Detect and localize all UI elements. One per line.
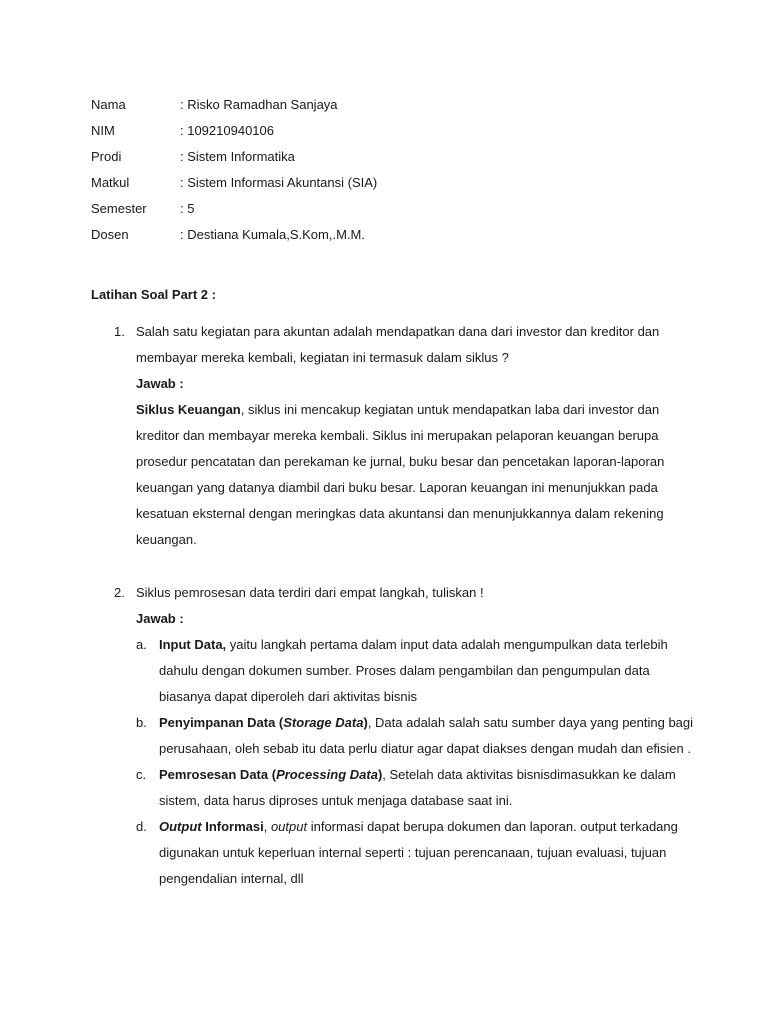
list-marker: d. — [136, 819, 147, 834]
question-number: 1. — [114, 324, 125, 339]
item-text: sistem, data harus diproses untuk menjaga database saat ini. — [159, 793, 513, 808]
item-term: Penyimpanan Data (Storage Data) — [159, 715, 368, 730]
info-row-semester — [91, 196, 377, 222]
list-marker: c. — [136, 767, 147, 782]
list-marker: b. — [136, 715, 147, 730]
item-text: dahulu dengan dokumen sumber. Proses dalam pengambilan dan pengumpulan data — [159, 663, 650, 678]
info-row-nama — [91, 92, 377, 118]
question-text: Salah satu kegiatan para akuntan adalah mendapatkan dana dari investor dan kreditor dan — [136, 324, 660, 339]
list-item-b — [136, 710, 694, 736]
info-row-matkul — [91, 170, 377, 196]
item-text: , Setelah data aktivitas bisnisdimasukkan ke dalam — [382, 767, 676, 782]
info-value: : Sistem Informasi Akuntansi (SIA) — [180, 175, 378, 190]
info-label: Nama — [91, 97, 126, 112]
question-1 — [114, 319, 674, 553]
question-2 — [114, 580, 694, 892]
answer-text: keuangan. — [136, 532, 197, 547]
list-marker: a. — [136, 637, 147, 652]
question-number: 2. — [114, 585, 125, 600]
item-text: pengendalian internal, dll — [159, 871, 304, 886]
info-label: Matkul — [91, 175, 130, 190]
answer-label: Jawab : — [136, 611, 184, 626]
info-value: : 109210940106 — [180, 123, 274, 138]
list-item-c — [136, 762, 674, 788]
info-label: Dosen — [91, 227, 129, 242]
answer-text: , siklus ini mencakup kegiatan untuk mendapatkan laba dari investor dan — [240, 402, 660, 417]
info-value: : Sistem Informatika — [180, 149, 295, 164]
info-row-nim — [91, 118, 377, 144]
answer-line — [114, 397, 674, 423]
answer-text: keuangan yang datanya diambil dari buku besar. Laporan keuangan ini menunjukkan pada — [136, 480, 658, 495]
answer-text: prosedur pencatatan dan perekaman ke jurnal, buku besar dan pencetakan laporan-laporan — [136, 454, 665, 469]
info-value: : 5 — [180, 201, 195, 216]
section-title: Latihan Soal Part 2 : — [91, 287, 216, 302]
info-value: : Risko Ramadhan Sanjaya — [180, 97, 338, 112]
answer-list — [114, 632, 694, 892]
item-italic-word: output — [270, 819, 308, 834]
info-label: NIM — [91, 123, 115, 138]
item-text: biasanya dapat diperoleh dari aktivitas bisnis — [159, 689, 417, 704]
question-text: Siklus pemrosesan data terdiri dari empat langkah, tuliskan ! — [136, 585, 484, 600]
info-label: Prodi — [91, 149, 122, 164]
item-text: informasi dapat berupa dokumen dan laporan. output terkadang — [307, 819, 678, 834]
list-item-d: d. Output Informasi, output informasi dapat berupa dokumen dan laporan. output terkadang — [136, 814, 674, 840]
question-text: membayar mereka kembali, kegiatan ini termasuk dalam siklus ? — [136, 350, 509, 365]
info-label: Semester — [91, 201, 147, 216]
student-info — [91, 92, 377, 248]
item-text: perusahaan, oleh sebab itu data perlu diatur agar dapat diakses dengan mudah dan efisien . — [159, 741, 691, 756]
answer-term: Siklus Keuangan — [136, 402, 241, 417]
item-text: yaitu langkah pertama dalam input data adalah mengumpulkan data terlebih — [226, 637, 668, 652]
item-term: Output Informasi — [159, 819, 264, 834]
item-text: digunakan untuk keperluan internal seperti : tujuan perencanaan, tujuan evaluasi, tujuan — [159, 845, 667, 860]
info-row-prodi — [91, 144, 377, 170]
question-line — [114, 319, 674, 345]
item-term: Pemrosesan Data (Processing Data) — [159, 767, 383, 782]
question-line — [114, 580, 674, 606]
info-row-dosen — [91, 222, 377, 248]
item-text: , Data adalah salah satu sumber daya yang penting bagi — [367, 715, 694, 730]
answer-text: kreditor dan membayar mereka kembali. Siklus ini merupakan pelaporan keuangan berupa — [136, 428, 659, 443]
answer-text: kesatuan eksternal dengan meringkas data akuntansi dan menunjukkannya dalam rekening — [136, 506, 664, 521]
info-value: : Destiana Kumala,S.Kom,.M.M. — [180, 227, 365, 242]
answer-label: Jawab : — [136, 376, 184, 391]
list-item-a — [136, 632, 674, 658]
item-term: Input Data, — [159, 637, 227, 652]
